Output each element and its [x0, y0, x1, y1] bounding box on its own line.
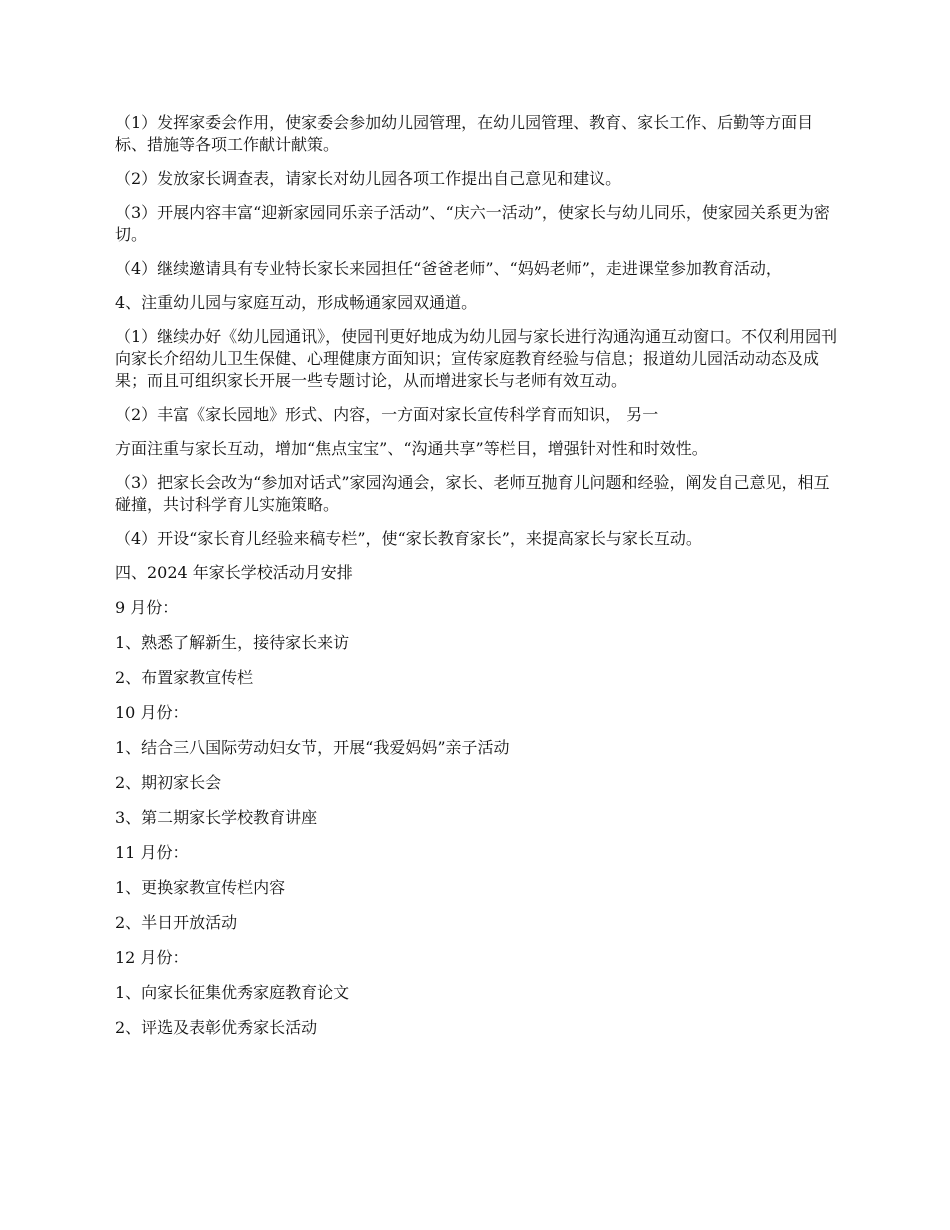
- paragraph-parent-garden-cont: 方面注重与家长互动，增加“焦点宝宝”、“沟通共享”等栏目，增强针对性和时效性。: [115, 439, 708, 458]
- list-item: 2、布置家教宣传栏: [115, 668, 254, 687]
- section-heading-schedule: 四、2024 年家长学校活动月安排: [115, 563, 353, 582]
- list-item: 2、半日开放活动: [115, 913, 238, 932]
- paragraph-dialogue-meeting: （3）把家长会改为“参加对话式”家园沟通会，家长、老师互抛育儿问题和经验，阐发自己意见，相互碰撞，共讨科学育儿实施策略。: [115, 473, 830, 514]
- list-item: 1、熟悉了解新生，接待家长来访: [115, 633, 350, 652]
- paragraph-column: （4）开设“家长育儿经验来稿专栏”，使“家长教育家长”，来提高家长与家长互动。: [115, 529, 702, 548]
- list-item: 2、评选及表彰优秀家长活动: [115, 1018, 318, 1037]
- document-body: [115, 112, 840, 1052]
- list-item: 1、向家长征集优秀家庭教育论文: [115, 983, 350, 1002]
- paragraph-parent-teachers: （4）继续邀请具有专业特长家长来园担任“爸爸老师”、“妈妈老师”，走进课堂参加教育活动，: [115, 259, 782, 278]
- paragraph-parent-garden: （2）丰富《家长园地》形式、内容，一方面对家长宣传科学育而知识， 另一: [115, 405, 659, 424]
- paragraph-survey: （2）发放家长调查表，请家长对幼儿园各项工作提出自己意见和建议。: [115, 169, 622, 188]
- list-item: 3、第二期家长学校教育讲座: [115, 808, 318, 827]
- list-item: 2、期初家长会: [115, 773, 222, 792]
- paragraph-activities: （3）开展内容丰富“迎新家园同乐亲子活动”、“庆六一活动”，使家长与幼儿同乐，使家园关系更为密切。: [115, 203, 830, 244]
- month-heading-sep: 9 月份：: [115, 598, 179, 617]
- month-heading-oct: 10 月份：: [115, 703, 189, 722]
- list-item: 1、更换家教宣传栏内容: [115, 878, 286, 897]
- section-heading-interaction: 4、注重幼儿园与家庭互动，形成畅通家园双通道。: [115, 293, 478, 312]
- paragraph-committee-role: （1）发挥家委会作用，使家委会参加幼儿园管理，在幼儿园管理、教育、家长工作、后勤等方面目标、措施等各项工作献计献策。: [115, 113, 814, 154]
- month-heading-dec: 12 月份：: [115, 948, 189, 967]
- paragraph-newsletter: （1）继续办好《幼儿园通讯》，使园刊更好地成为幼儿园与家长进行沟通沟通互动窗口。不仅利用园刊向家长介绍幼儿卫生保健、心理健康方面知识；宣传家庭教育经验与信息；报道幼儿园活动动态及成果；而且可组织家长开展一些专题讨论，从而增进家长与老师有效互动。: [115, 327, 838, 390]
- month-heading-nov: 11 月份：: [115, 843, 189, 862]
- list-item: 1、结合三八国际劳动妇女节，开展“我爱妈妈”亲子活动: [115, 738, 510, 757]
